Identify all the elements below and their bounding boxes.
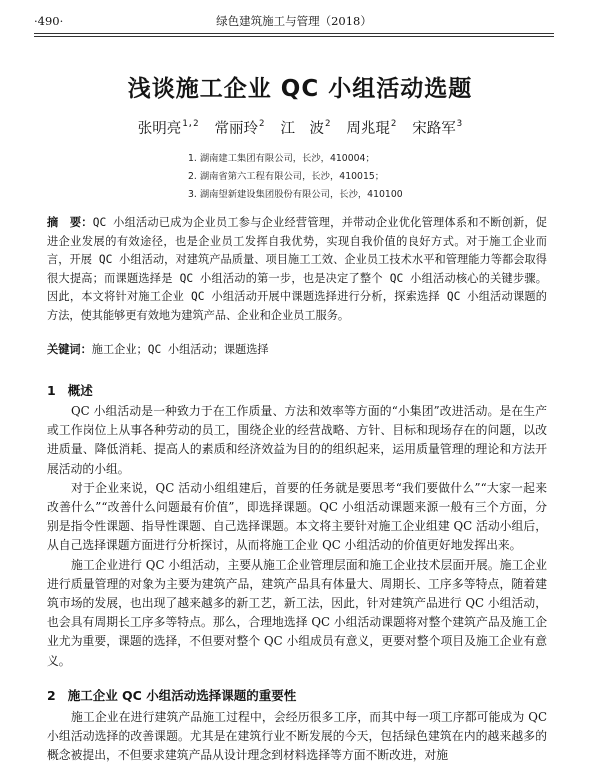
author: 常丽玲$^2$ [214,119,265,137]
affiliation: 1. 湖南建工集团有限公司，长沙，410004； [188,153,375,164]
author: 周兆琨$^2$ [346,119,397,137]
author: 宋路军$^3$ [412,119,463,137]
header-rule-top [34,33,554,34]
author: 江 波$^2$ [280,119,331,137]
header-rule-bottom [34,36,554,37]
affiliation: 2. 湖南省第六工程有限公司，长沙，410015； [188,171,385,182]
page-number: ·490· [34,14,64,28]
journal-title: 绿色建筑施工与管理（2018） [216,14,372,28]
section-body [47,708,547,766]
affiliations [188,150,403,204]
affiliation: 3. 湖南望新建设集团股份有限公司，长沙，410100 [188,189,403,200]
paragraph: 施工企业进行 QC 小组活动，主要从施工企业管理层面和施工企业技术层面开展。施工企业进行质量管理的对象为主要为建筑产品，建筑产品具有体量大、周期长、工序多等特点，随着建筑市场的发展，也出现了越来越多的新工艺，新工法，因此，针对建筑产品进行 QC 小组活动，也会具有周期长工序多等特点。那么，合理地选择 QC 小组活动课题将对整个建筑产品及施工企业尤为重要，课题的选择，不但要对整个 QC 小组成员有意义，更要对整个项目及施工企业有意义。 [47,557,547,668]
section-heading: 1 概述 [47,383,93,398]
keywords-text: 施工企业；QC 小组活动；课题选择 [91,343,269,356]
abstract [47,214,547,325]
abstract-text: QC 小组活动已成为企业员工参与企业经营管理，并带动企业优化管理体系和不断创新，促进企业发展的有效途径，也是企业员工发挥自我优势，实现自我价值的良好方式。对于施工企业而言，开展 QC 小组活动，对建筑产品质量、项目施工工效、企业员工技术水平和管理能力等都会取得很大提高；而课题选择是 QC 小组活动的第一步，也是决定了整个 QC 小组活动核心的关键步骤。因此，本文将针对施工企业 QC 小组活动开展中课题选择进行分析，探索选择 QC 小组活动课题的方法，使其能够更有效地为建筑产品、企业和企业员工服务。 [47,216,547,322]
running-header [34,10,554,32]
section-body [47,402,547,671]
paper-title: 浅谈施工企业 QC 小组活动选题 [127,76,473,102]
section-heading: 2 施工企业 QC 小组活动选择课题的重要性 [47,688,297,703]
abstract-label: 摘 要： [47,216,93,229]
author: 张明亮$^{1,2}$ [137,119,199,137]
author-list [0,117,600,138]
paragraph: 对于企业来说，QC 活动小组组建后，首要的任务就是要思考“我们要做什么”“大家一起来改善什么”“改善什么问题最有价值”，即选择课题。QC 小组活动课题来源一般有三个方面，分别是指令性课题、指导性课题、自己选择课题。本文将主要针对施工企业组建 QC 活动小组后，从自己选择课题方面进行分析探讨，从而将施工企业 QC 小组活动的价值更好地发挥出来。 [47,480,547,553]
paragraph: QC 小组活动是一种致力于在工作质量、方法和效率等方面的“小集团”改进活动。是在生产或工作岗位上从事各种劳动的员工，围绕企业的经营战略、方针、目标和现场存在的问题，以改进质量、降低消耗、提高人的素质和经济效益为目的的组织起来，运用质量管理的理论和方法开展活动的小组。 [47,404,547,476]
keywords [47,341,547,359]
keywords-label: 关键词： [47,343,92,356]
paragraph: 施工企业在进行建筑产品施工过程中，会经历很多工序，而其中每一项工序都可能成为 QC 小组活动选择的改善课题。尤其是在建筑行业不断发展的今天，包括绿色建筑在内的越来越多的概念被提出，不但要求建筑产品从设计理念到材料选择等方面不断改进，对施 [47,710,547,763]
